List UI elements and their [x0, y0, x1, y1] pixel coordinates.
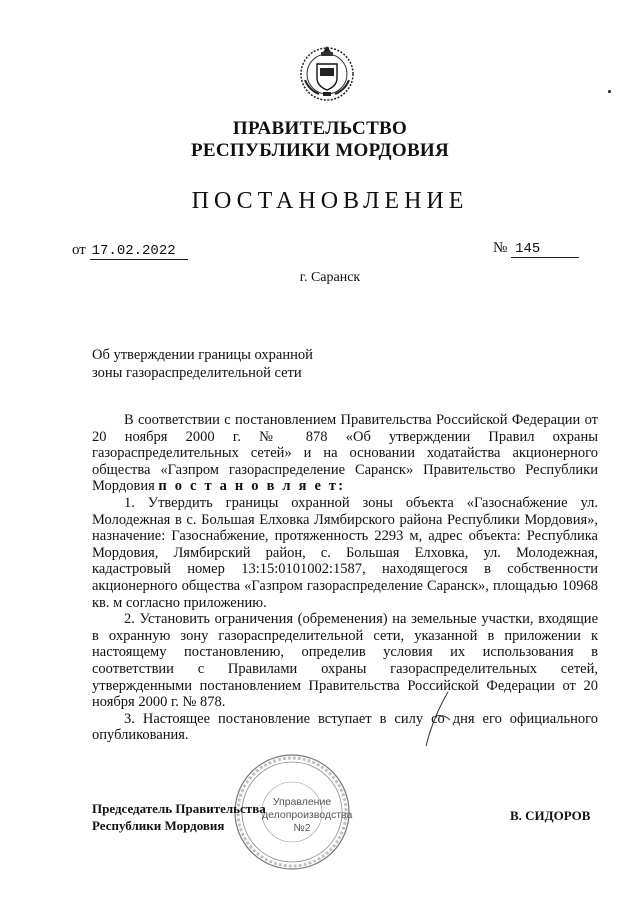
subject-line2: зоны газораспределительной сети	[92, 365, 302, 381]
signatory-position	[92, 800, 266, 834]
city: г. Саранск	[299, 270, 361, 285]
date-prefix: от	[72, 242, 86, 258]
preamble-paragraph	[92, 412, 598, 495]
signatory-name: В. СИДОРОВ	[510, 808, 591, 823]
coat-of-arms-mordovia-icon	[295, 40, 359, 104]
item-1: 1. Утвердить границы охранной зоны объекта «Газоснабжение ул. Молодежная в с. Большая Елховка Лямбирского района Республики Мордовия», назначение: Газоснабжение, протяженность 2293 м, адрес объекта: Республика Мордовия, Лямбирский район, с. Большая Елховка, ул. Молодежная, кадастровый номер 13:15:0101002:1587, находящегося в собственности акционерного общества «Газпром газораспределение Саранск», площадью 10968 кв. м согласно приложению.	[92, 494, 598, 611]
subject-line1: Об утверждении границы охранной	[92, 347, 313, 363]
government-name-line2: РЕСПУБЛИКИ МОРДОВИЯ	[190, 140, 450, 161]
document-date	[72, 242, 188, 260]
stamp-line3: №2	[293, 822, 311, 834]
signatory-position-line2: Республики Мордовия	[92, 818, 225, 833]
number-value: 145	[511, 241, 579, 258]
number-prefix: №	[493, 240, 508, 256]
resolve-word: п о с т а н о в л я е т:	[158, 478, 346, 495]
handwritten-signature	[418, 690, 458, 750]
stamp-text	[262, 796, 353, 835]
date-value: 17.02.2022	[90, 243, 188, 260]
document-subject	[92, 346, 342, 382]
stamp-line2: делопроизводства	[262, 809, 353, 821]
preamble-text: В соответствии с постановлением Правительства Российской Федерации от 20 ноября 2000 г. № 878 «Об утверждении Правил охраны газораспределительных сетей» и на основании ходатайства акционерного общества «Газпром газораспределение Саранск» Правительство Республики Мордовия	[92, 412, 598, 495]
item-2: 2. Установить ограничения (обременения) на земельные участки, входящие в охранную зону газораспределительной сети, указанной в приложении к настоящему постановлению, определив условия их использования в соответствии с Правилами охраны газораспределительных сетей, утвержденными постановлением Правительства Российской Федерации от 20 ноября 2000 г. № 878.	[92, 611, 598, 711]
document-number	[493, 240, 579, 258]
stamp-line1: Управление	[272, 796, 332, 808]
document-type-title: ПОСТАНОВЛЕНИЕ	[191, 188, 469, 214]
speck	[608, 90, 611, 93]
government-name-line1: ПРАВИТЕЛЬСТВО	[232, 118, 408, 139]
signatory-position-line1: Председатель Правительства	[92, 801, 266, 816]
document-body	[92, 412, 598, 744]
item-3: 3. Настоящее постановление вступает в силу со дня его официального опубликования.	[92, 710, 598, 744]
